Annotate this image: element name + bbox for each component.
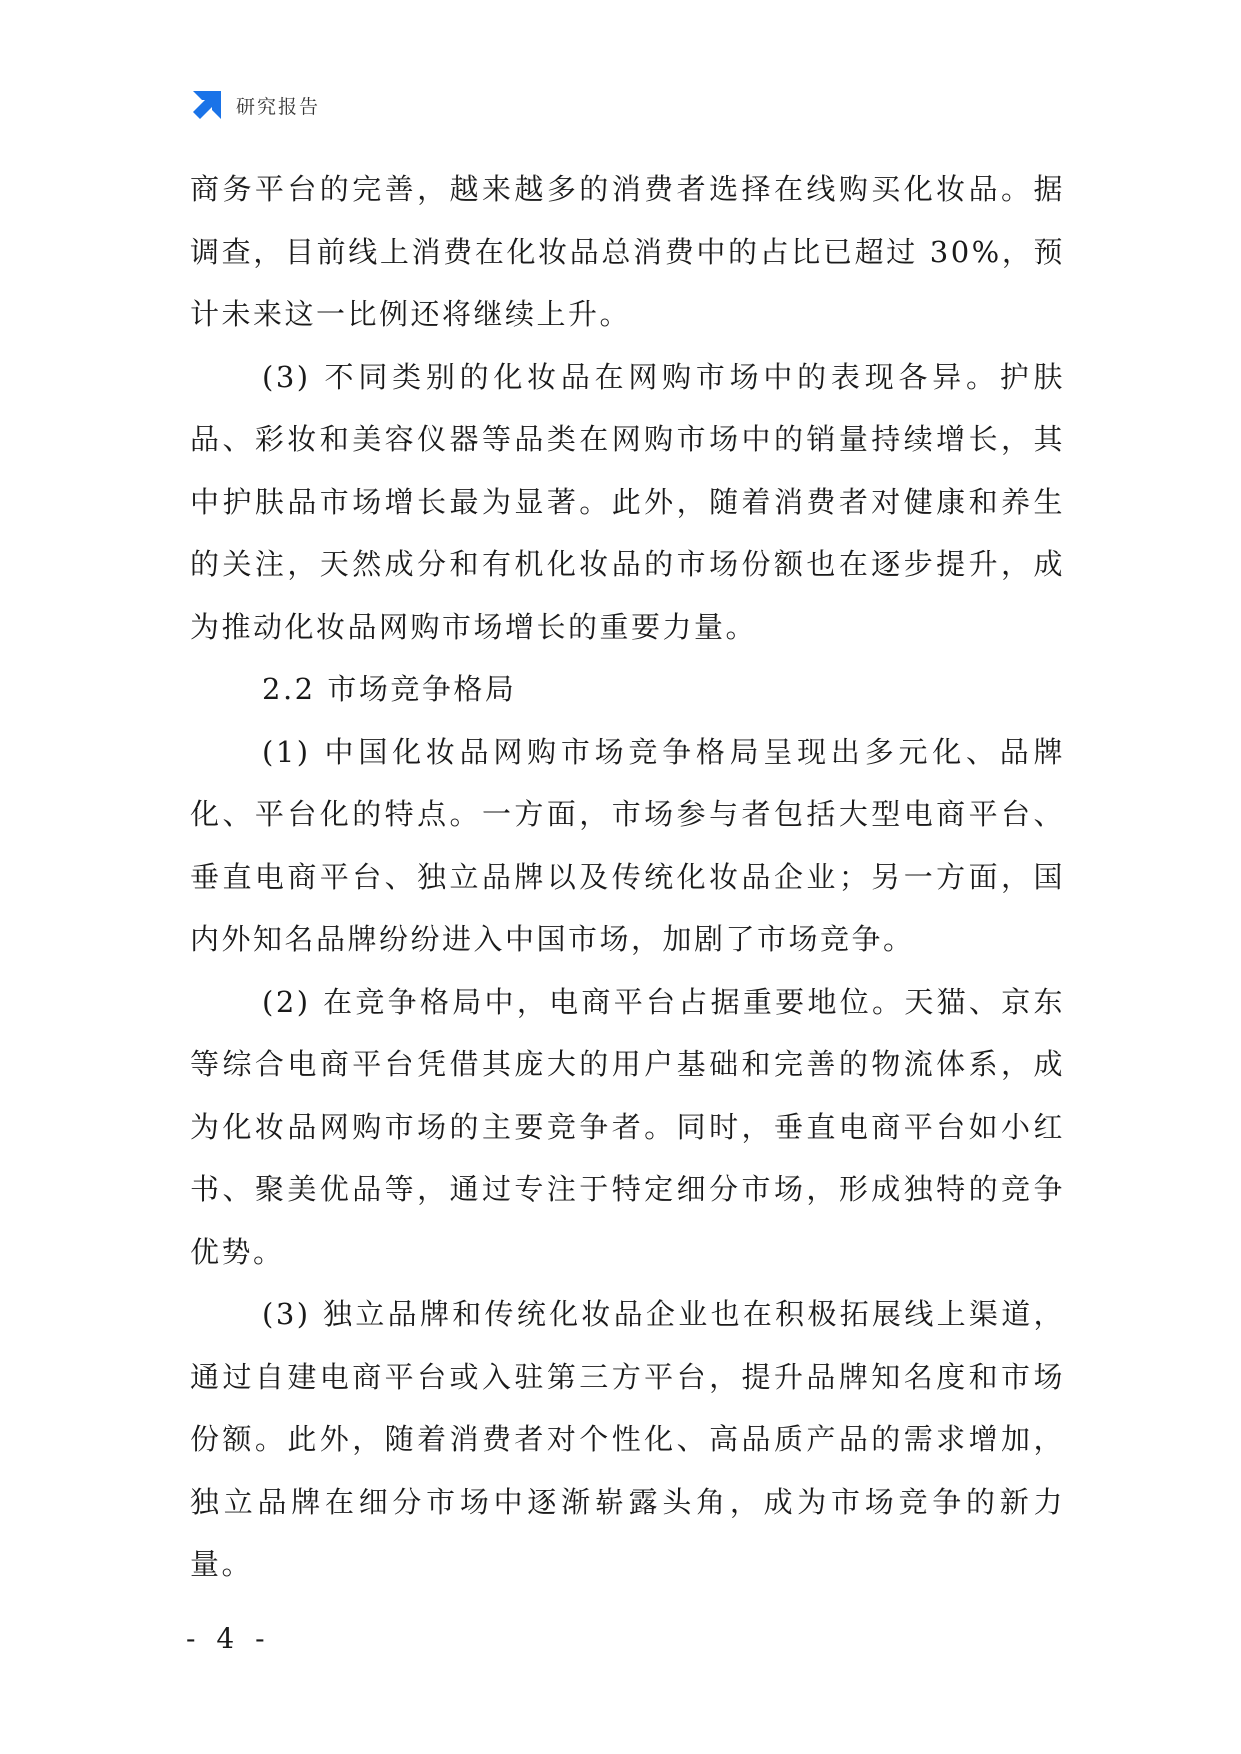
section-heading: 2.2 市场竞争格局	[262, 672, 517, 706]
page-number: - 4 -	[186, 1622, 271, 1655]
arrow-up-right-icon	[190, 88, 224, 122]
paragraph-item-2-platforms: (2) 在竞争格局中，电商平台占据重要地位。天猫、京东等综合电商平台凭借其庞大的用户基础和完善的物流体系，成为化妆品网购市场的主要竞争者。同时，垂直电商平台如小红书、聚美优品等，通过专注于特定细分市场，形成独特的竞争优势。	[190, 984, 1065, 1269]
paragraph-item-1-competition: (1) 中国化妆品网购市场竞争格局呈现出多元化、品牌化、平台化的特点。一方面，市场参与者包括大型电商平台、垂直电商平台、独立品牌以及传统化妆品企业；另一方面，国内外知名品牌纷纷进入中国市场，加剧了市场竞争。	[190, 734, 1065, 956]
paragraph-item-3-brands: (3) 独立品牌和传统化妆品企业也在积极拓展线上渠道，通过自建电商平台或入驻第三方平台，提升品牌知名度和市场份额。此外，随着消费者对个性化、高品质产品的需求增加，独立品牌在细分市场中逐渐崭露头角，成为市场竞争的新力量。	[190, 1297, 1065, 1581]
report-header	[190, 88, 320, 122]
paragraph-item-3-categories: (3) 不同类别的化妆品在网购市场中的表现各异。护肤品、彩妆和美容仪器等品类在网购市场中的销量持续增长，其中护肤品市场增长最为显著。此外，随着消费者对健康和养生的关注，天然成分和有机化妆品的市场份额也在逐步提升，成为推动化妆品网购市场增长的重要力量。	[190, 359, 1065, 644]
document-body	[190, 158, 1065, 1596]
header-label: 研究报告	[236, 95, 321, 118]
paragraph-continuation: 商务平台的完善，越来越多的消费者选择在线购买化妆品。据调查，目前线上消费在化妆品总消费中的占比已超过 30%，预计未来这一比例还将继续上升。	[190, 172, 1065, 331]
